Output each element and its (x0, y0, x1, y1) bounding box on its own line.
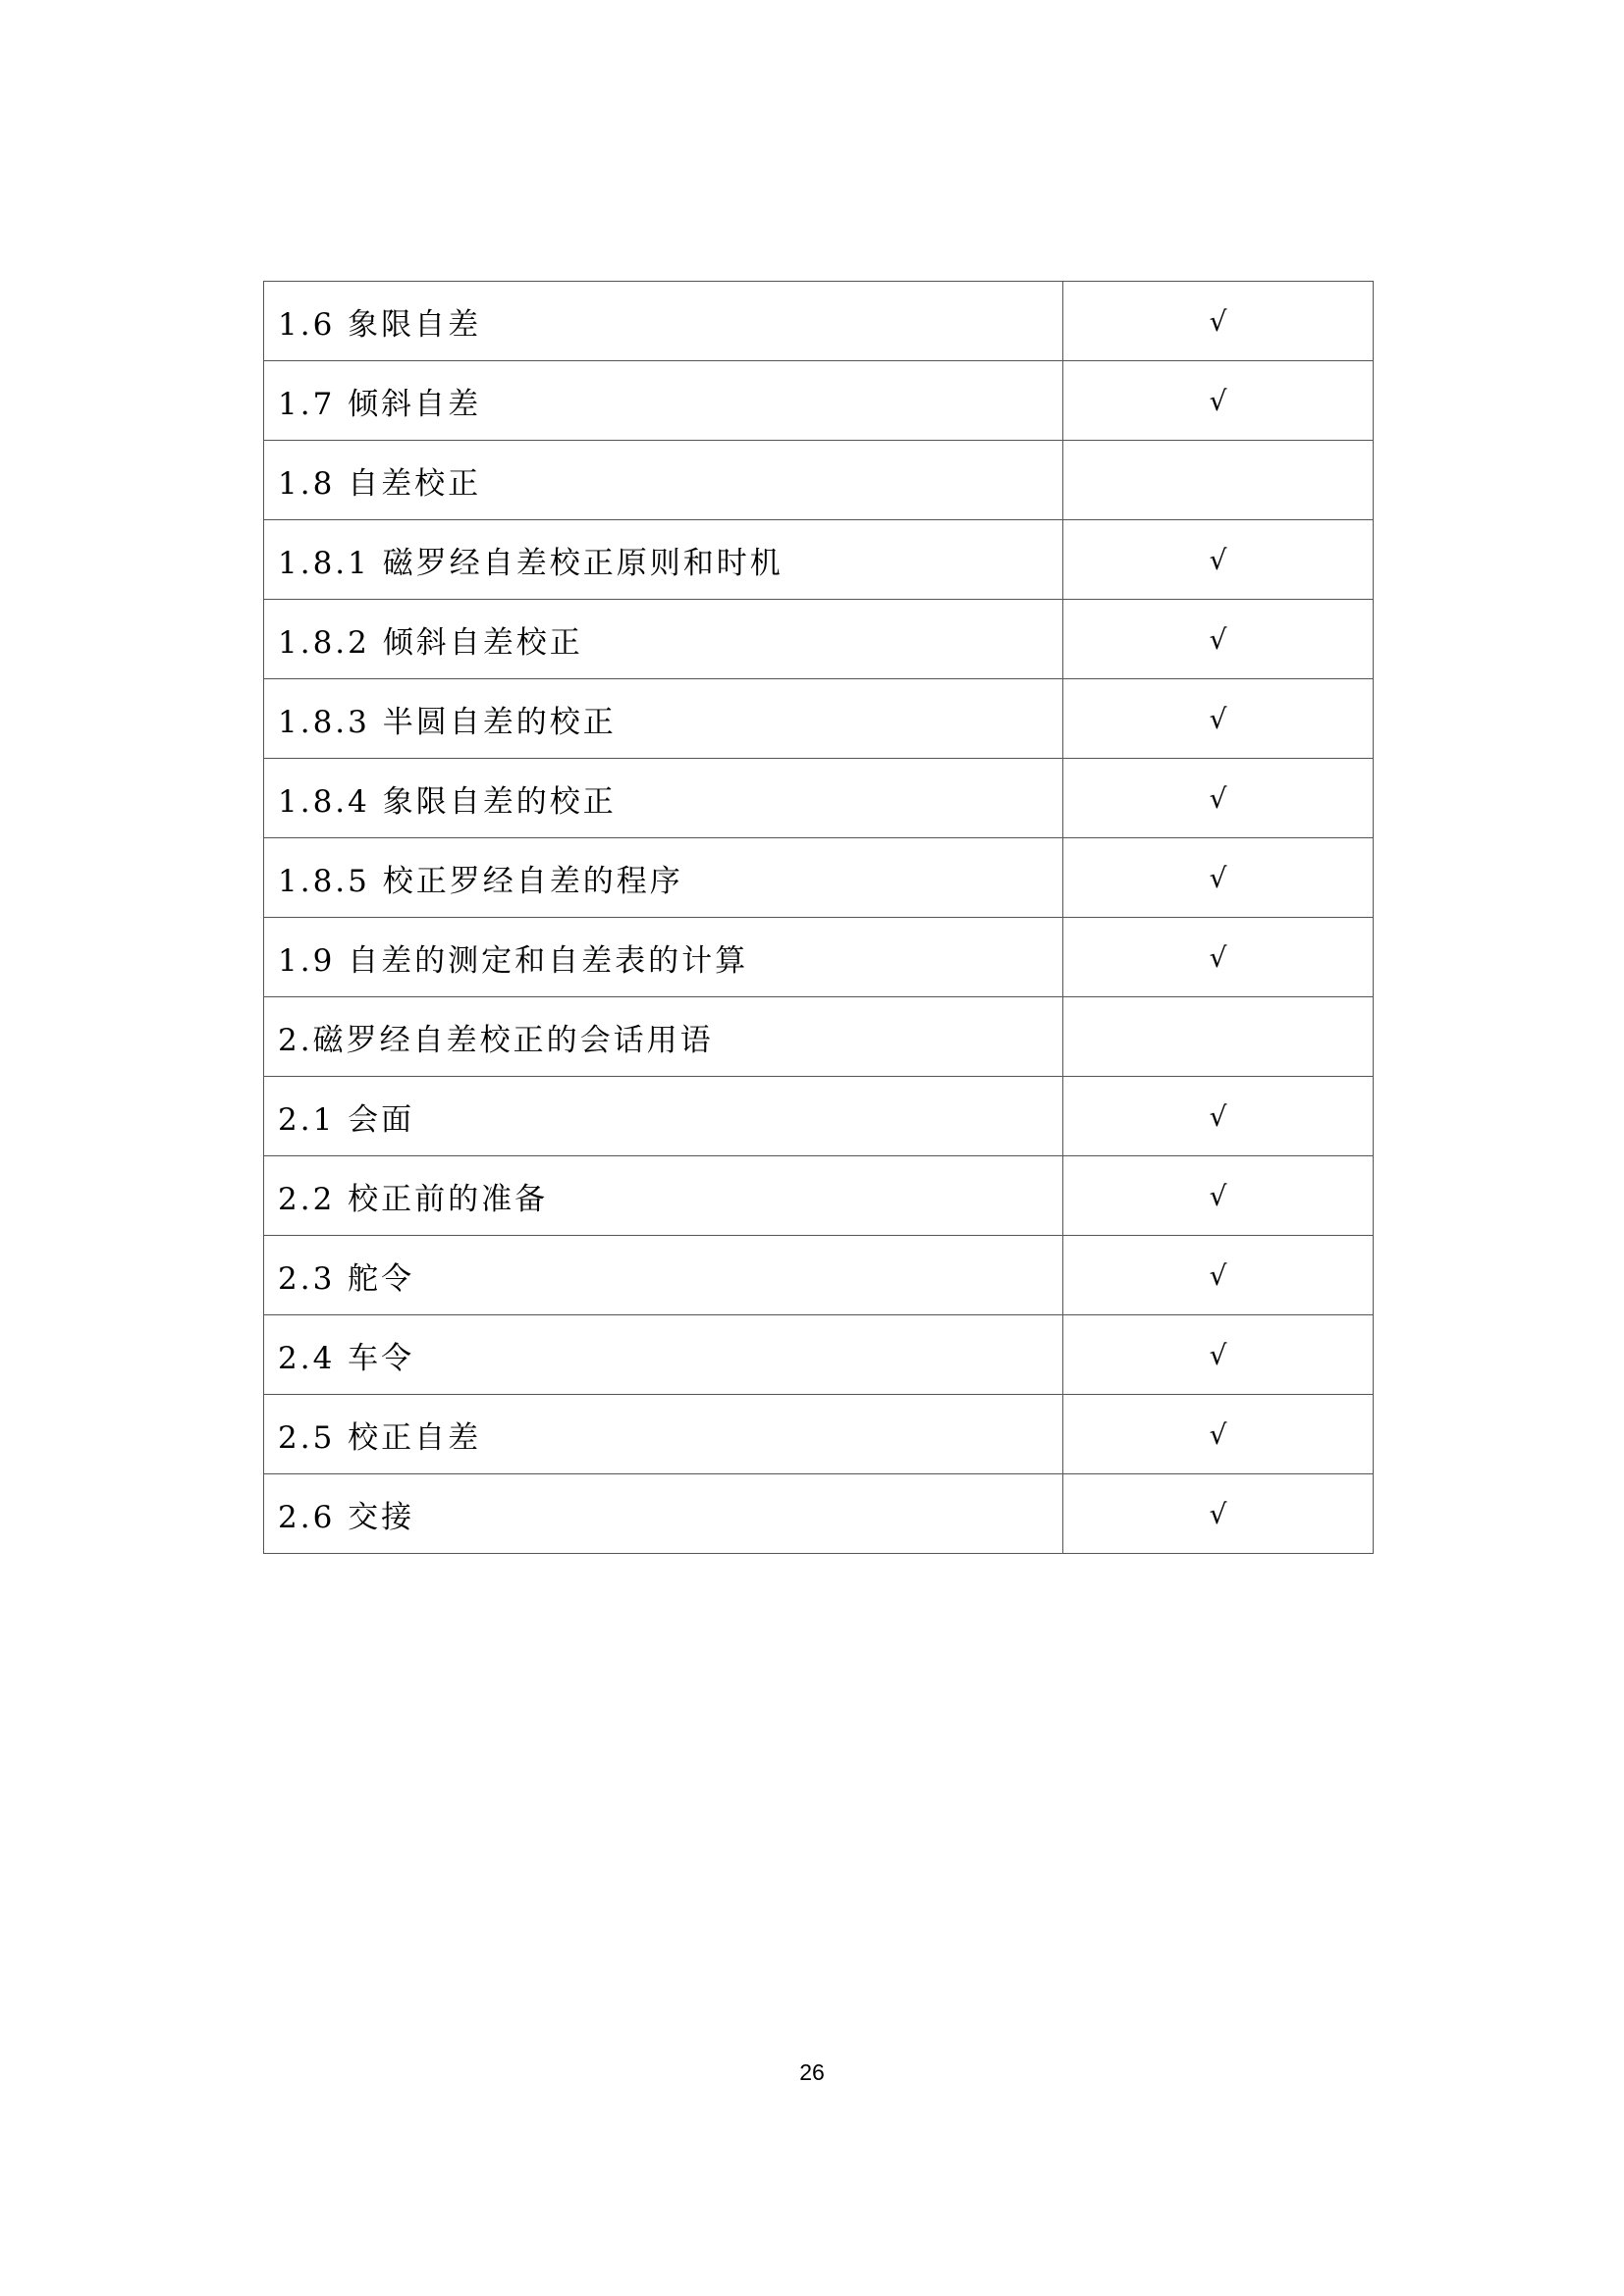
topic-cell: 1.8.1 磁罗经自差校正原则和时机 (264, 520, 1063, 600)
table-row (264, 918, 1374, 997)
topic-cell: 1.8.2 倾斜自差校正 (264, 600, 1063, 679)
table-row (264, 1395, 1374, 1474)
topic-cell: 1.8.3 半圆自差的校正 (264, 679, 1063, 759)
topic-cell: 2.4 车令 (264, 1315, 1063, 1395)
table-row (264, 520, 1374, 600)
table-row (264, 838, 1374, 918)
table-row (264, 1077, 1374, 1156)
table-row (264, 1315, 1374, 1395)
topic-cell: 1.9 自差的测定和自差表的计算 (264, 918, 1063, 997)
check-mark-cell: √ (1063, 838, 1374, 918)
table-row (264, 679, 1374, 759)
page-number: 26 (799, 2059, 825, 2085)
table-row (264, 759, 1374, 838)
check-mark-cell: √ (1063, 1236, 1374, 1315)
topic-cell: 1.8.5 校正罗经自差的程序 (264, 838, 1063, 918)
check-mark-cell: √ (1063, 759, 1374, 838)
check-mark-cell: √ (1063, 1315, 1374, 1395)
check-mark-cell: √ (1063, 1077, 1374, 1156)
table-row (264, 1236, 1374, 1315)
table-row (264, 441, 1374, 520)
syllabus-table-body (264, 282, 1374, 1554)
check-mark-cell: √ (1063, 282, 1374, 361)
topic-cell: 1.8 自差校正 (264, 441, 1063, 520)
table-row (264, 997, 1374, 1077)
table-row (264, 1474, 1374, 1554)
table-row (264, 1156, 1374, 1236)
table-row (264, 600, 1374, 679)
check-mark-cell (1063, 441, 1374, 520)
syllabus-table (263, 281, 1374, 1554)
check-mark-cell: √ (1063, 600, 1374, 679)
topic-cell: 2.磁罗经自差校正的会话用语 (264, 997, 1063, 1077)
table-row (264, 361, 1374, 441)
topic-cell: 1.7 倾斜自差 (264, 361, 1063, 441)
check-mark-cell: √ (1063, 679, 1374, 759)
topic-cell: 2.1 会面 (264, 1077, 1063, 1156)
check-mark-cell: √ (1063, 1474, 1374, 1554)
check-mark-cell: √ (1063, 1395, 1374, 1474)
check-mark-cell (1063, 997, 1374, 1077)
topic-cell: 2.6 交接 (264, 1474, 1063, 1554)
check-mark-cell: √ (1063, 918, 1374, 997)
topic-cell: 2.3 舵令 (264, 1236, 1063, 1315)
check-mark-cell: √ (1063, 1156, 1374, 1236)
topic-cell: 1.8.4 象限自差的校正 (264, 759, 1063, 838)
topic-cell: 2.2 校正前的准备 (264, 1156, 1063, 1236)
topic-cell: 1.6 象限自差 (264, 282, 1063, 361)
topic-cell: 2.5 校正自差 (264, 1395, 1063, 1474)
check-mark-cell: √ (1063, 520, 1374, 600)
table-row (264, 282, 1374, 361)
check-mark-cell: √ (1063, 361, 1374, 441)
